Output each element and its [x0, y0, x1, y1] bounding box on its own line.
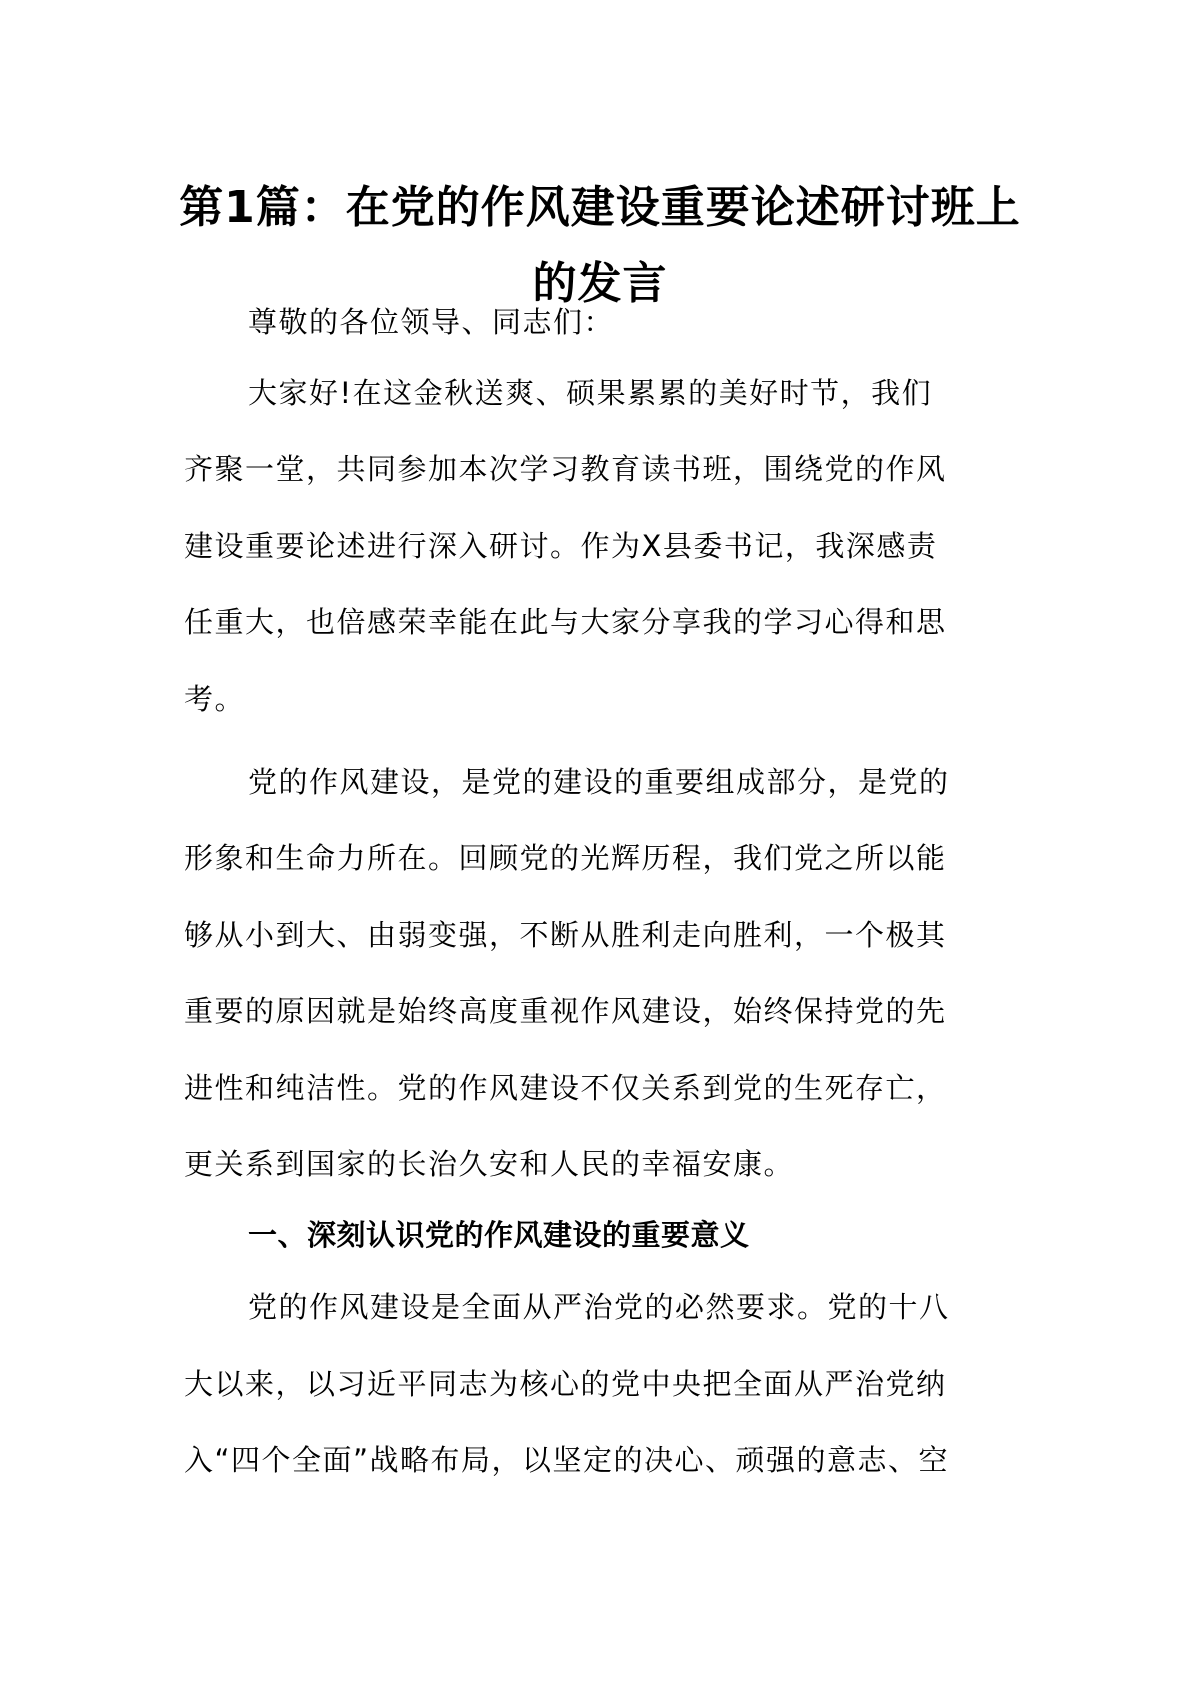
text-line: 更关系到国家的长治久安和人民的幸福安康。 — [184, 1147, 795, 1181]
text-line: 党的作风建设是全面从严治党的必然要求。党的十八 — [248, 1290, 950, 1324]
text-line: 重要的原因就是始终高度重视作风建设，始终保持党的先 — [184, 994, 947, 1028]
text-line: 任重大，也倍感荣幸能在此与大家分享我的学习心得和思 — [184, 605, 947, 639]
document-title-line-2: 的发言 — [532, 258, 668, 309]
document-title-line-1: 第1篇：在党的作风建设重要论述研讨班上 — [179, 182, 1021, 233]
section-heading: 一、深刻认识党的作风建设的重要意义 — [248, 1218, 750, 1252]
text-line: 够从小到大、由弱变强，不断从胜利走向胜利，一个极其 — [184, 918, 947, 952]
text-line: 形象和生命力所在。回顾党的光辉历程，我们党之所以能 — [184, 841, 947, 875]
text-line: 进性和纯洁性。党的作风建设不仅关系到党的生死存亡， — [184, 1071, 947, 1105]
text-line: 大以来，以习近平同志为核心的党中央把全面从严治党纳 — [184, 1367, 947, 1401]
text-line: 党的作风建设，是党的建设的重要组成部分，是党的 — [248, 765, 950, 799]
text-line: 入“四个全面”战略布局，以坚定的决心、顽强的意志、空 — [184, 1443, 950, 1477]
text-line: 建设重要论述进行深入研讨。作为X县委书记，我深感责 — [184, 529, 938, 563]
salutation: 尊敬的各位领导、同志们： — [248, 305, 615, 339]
text-line: 齐聚一堂，共同参加本次学习教育读书班，围绕党的作风 — [184, 452, 947, 486]
text-line: 考。 — [184, 682, 246, 716]
text-line: 大家好!在这金秋送爽、硕果累累的美好时节，我们 — [248, 376, 933, 410]
